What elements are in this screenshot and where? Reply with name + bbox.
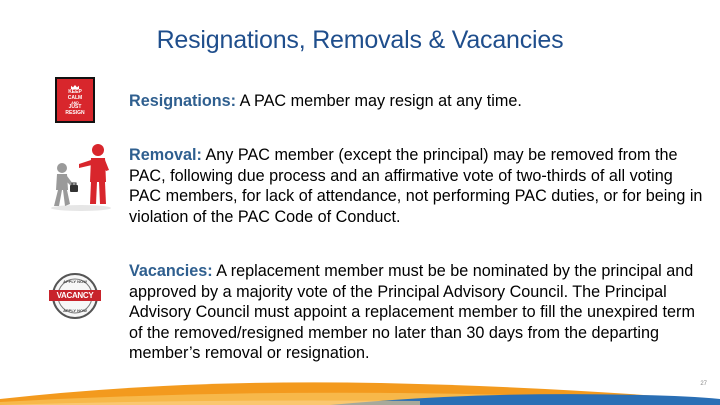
- poster-line: KEEP: [68, 89, 82, 95]
- resignations-text: A PAC member may resign at any time.: [236, 92, 522, 110]
- removal-text: Any PAC member (except the principal) may be removed from the PAC, following due process and an affirmative vote of two-thirds of all voting PAC members, for lack of attendance, not performing PAC duties, or for being in violation of the PAC Code of Conduct.: [129, 146, 703, 226]
- keep-calm-poster-icon: [55, 77, 95, 123]
- vacancies-text: A replacement member must be be nominated by the principal and approved by a majority vote of the Principal Advisory Council. The Principal Advisory Council must appoint a replacement member to fill the unexpired term of the removed/resigned member no later than 30 days from the departing member’s removal or resignation.: [129, 262, 695, 362]
- poster-line: RESIGN: [65, 109, 85, 116]
- resignations-lead: Resignations:: [129, 92, 237, 110]
- pointing-figure-dismissal-icon: [46, 140, 116, 212]
- vacancies-paragraph: [129, 261, 709, 364]
- resignations-paragraph: [129, 91, 709, 112]
- poster-line: AND: [71, 101, 79, 105]
- stamp-top-text: APPLY NOW: [63, 279, 87, 284]
- page-title: Resignations, Removals & Vacancies: [156, 26, 564, 54]
- removal-lead: Removal:: [129, 146, 202, 164]
- decorative-wave: [0, 365, 720, 405]
- vacancy-stamp-icon: [51, 272, 99, 320]
- removal-paragraph: [129, 145, 709, 227]
- crown-icon: [71, 85, 79, 89]
- poster-line: JUST: [68, 104, 82, 110]
- stamp-banner: VACANCY: [49, 290, 101, 301]
- page-number: 27: [700, 381, 707, 387]
- poster-line: CALM: [67, 94, 83, 101]
- vacancies-lead: Vacancies:: [129, 262, 213, 280]
- stamp-bottom-text: APPLY NOW: [63, 308, 87, 313]
